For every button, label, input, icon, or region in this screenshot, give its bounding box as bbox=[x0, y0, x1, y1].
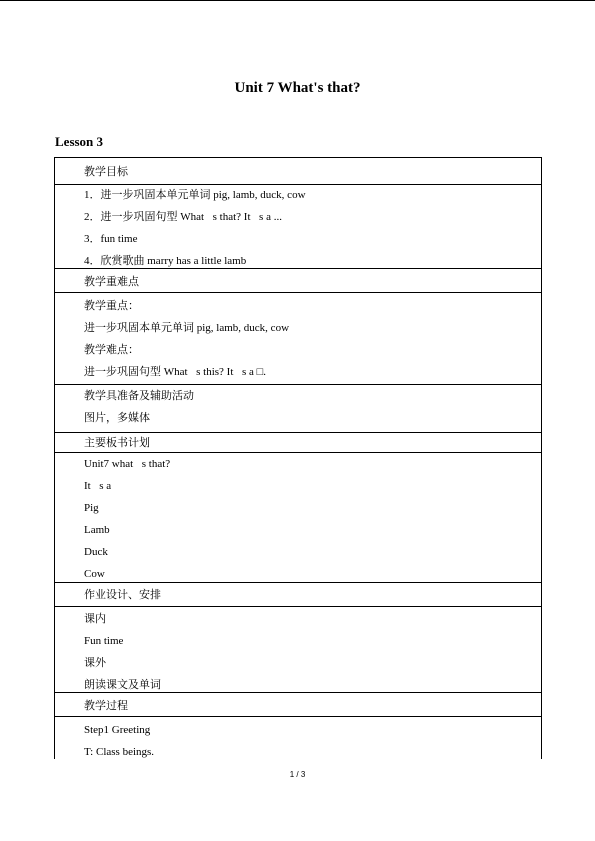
board-plan-item: Pig bbox=[84, 502, 99, 514]
board-plan-content-row bbox=[55, 452, 541, 582]
key-point-item: 教学重点： bbox=[84, 300, 139, 312]
key-points-content-row bbox=[55, 292, 541, 384]
key-points-heading: 教学重难点 bbox=[84, 276, 139, 288]
homework-item: Fun time bbox=[84, 635, 124, 647]
process-heading-row bbox=[55, 692, 541, 716]
board-plan-item: It s a bbox=[84, 480, 112, 492]
objective-item: 1．进一步巩固本单元单词 pig, lamb, duck, cow bbox=[84, 189, 306, 201]
board-plan-item: Cow bbox=[84, 568, 105, 580]
board-plan-item: Lamb bbox=[84, 524, 110, 536]
process-content-row bbox=[55, 716, 541, 760]
lesson-heading: Lesson 3 bbox=[55, 134, 104, 149]
document-title: Unit 7 What's that? bbox=[234, 80, 361, 96]
materials-heading: 教学具准备及辅助活动 bbox=[84, 390, 194, 402]
homework-heading-row bbox=[55, 582, 541, 606]
homework-heading: 作业设计、安排 bbox=[84, 589, 161, 601]
process-item: Step1 Greeting bbox=[84, 724, 151, 736]
board-plan-heading: 主要板书计划 bbox=[84, 437, 150, 449]
board-plan-heading-row bbox=[55, 432, 541, 452]
key-point-item: 教学难点： bbox=[84, 344, 139, 356]
board-plan-item: Unit7 what s that? bbox=[84, 458, 171, 470]
homework-content-row bbox=[55, 606, 541, 692]
homework-item: 课内 bbox=[84, 613, 106, 625]
board-plan-item: Duck bbox=[84, 546, 108, 558]
homework-item: 课外 bbox=[84, 657, 106, 669]
process-heading: 教学过程 bbox=[84, 700, 128, 712]
key-points-heading-row bbox=[55, 268, 541, 292]
objectives-content-row bbox=[55, 184, 541, 268]
key-point-item: 进一步巩固句型 What s this? It s a □. bbox=[84, 366, 267, 378]
homework-item: 朗读课文及单词 bbox=[84, 679, 161, 691]
objectives-heading-row bbox=[55, 158, 541, 184]
objective-item: 3．fun time bbox=[84, 233, 138, 245]
page-number: 1 / 3 bbox=[289, 770, 306, 779]
process-item: T: Class beings. bbox=[84, 746, 155, 758]
objective-item: 4．欣赏歌曲 marry has a little lamb bbox=[84, 255, 247, 267]
lesson-plan-table bbox=[54, 157, 542, 759]
materials-row bbox=[55, 384, 541, 432]
key-point-item: 进一步巩固本单元单词 pig, lamb, duck, cow bbox=[84, 322, 290, 334]
top-rule bbox=[0, 0, 595, 1]
objective-item: 2．进一步巩固句型 What s that? It s a ... bbox=[84, 211, 282, 223]
objectives-heading: 教学目标 bbox=[84, 166, 128, 178]
materials-item: 图片，多媒体 bbox=[84, 412, 150, 424]
